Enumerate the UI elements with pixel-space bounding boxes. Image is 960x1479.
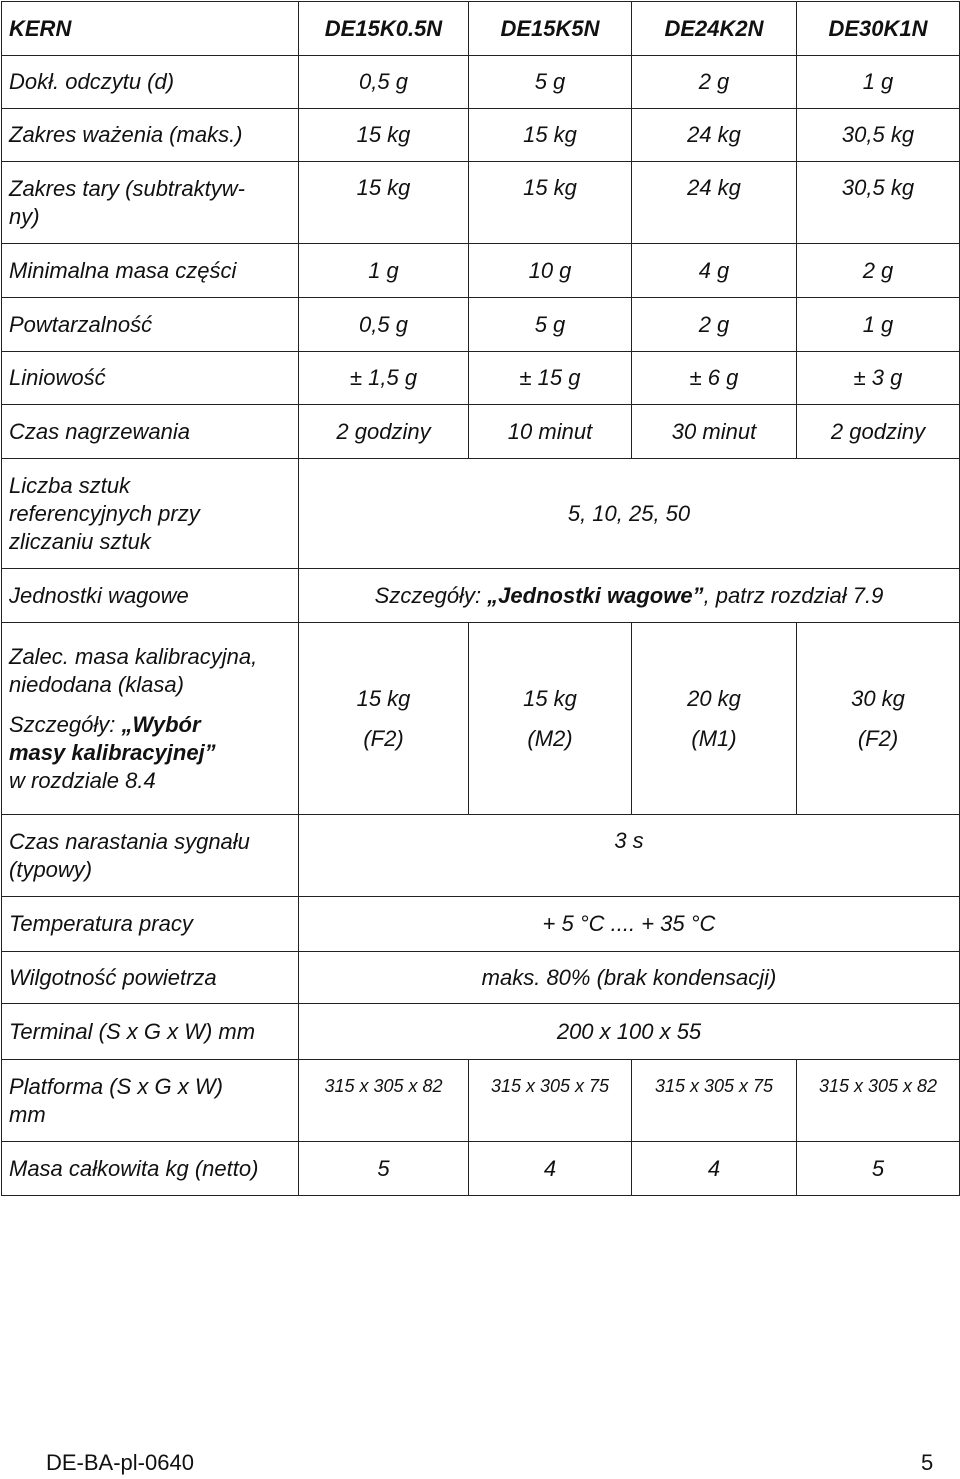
row-label: [2, 459, 299, 569]
cell: 315 x 305 x 75: [632, 1060, 797, 1142]
cell: 5 g: [469, 56, 632, 109]
row-label: Temperatura pracy: [2, 897, 299, 952]
label-line: zliczaniu sztuk: [9, 528, 151, 554]
row-label: Czas nagrzewania: [2, 405, 299, 459]
weight: 15 kg: [356, 685, 411, 711]
weight: 15 kg: [523, 685, 577, 711]
cell: maks. 80% (brak kondensacji): [299, 952, 960, 1004]
label-line: Liczba sztuk: [9, 472, 131, 498]
cell: [632, 623, 797, 815]
detail-suffix: , patrz rozdział 7.9: [703, 582, 884, 608]
calibration-row: [2, 623, 960, 815]
cell: ± 6 g: [632, 352, 797, 405]
warmup-row: [2, 405, 960, 459]
detail-reference: masy kalibracyjnej”: [9, 739, 216, 765]
cell: 30,5 kg: [797, 162, 960, 244]
readability-row: [2, 56, 960, 109]
temperature-row: [2, 897, 960, 952]
detail-reference: „Jednostki wagowe”: [487, 582, 704, 608]
cell: 24 kg: [632, 109, 797, 162]
class: (M2): [527, 725, 573, 751]
label-line: Zalec. masa kalibracyjna,: [9, 643, 258, 669]
linearity-row: [2, 352, 960, 405]
cell: 315 x 305 x 82: [299, 1060, 469, 1142]
row-label: [2, 623, 299, 815]
cell: 1 g: [299, 244, 469, 298]
cell: 10 minut: [469, 405, 632, 459]
cell: 15 kg: [299, 162, 469, 244]
cell: 0,5 g: [299, 298, 469, 352]
cell: 24 kg: [632, 162, 797, 244]
cell: ± 3 g: [797, 352, 960, 405]
cell: 1 g: [797, 298, 960, 352]
label-line: Platforma (S x G x W): [9, 1073, 223, 1099]
model-4: DE30K1N: [797, 2, 960, 56]
cell: 2 godziny: [299, 405, 469, 459]
detail-prefix: Szczegóły:: [374, 582, 488, 608]
tare-range-row: [2, 162, 960, 244]
label-line: Czas narastania sygnału: [9, 828, 250, 854]
rise-time-row: [2, 815, 960, 897]
detail-prefix: Szczegóły:: [9, 711, 122, 737]
net-weight-row: [2, 1142, 960, 1196]
cell: 30,5 kg: [797, 109, 960, 162]
detail-suffix: w rozdziale 8.4: [9, 767, 156, 793]
cell: 2 g: [632, 298, 797, 352]
platform-row: [2, 1060, 960, 1142]
row-label: [2, 162, 299, 244]
cell: 2 godziny: [797, 405, 960, 459]
cell: + 5 °C .... + 35 °C: [299, 897, 960, 952]
row-label: Zakres ważenia (maks.): [2, 109, 299, 162]
cell: 315 x 305 x 82: [797, 1060, 960, 1142]
cell: 15 kg: [469, 109, 632, 162]
header-row: [2, 2, 960, 56]
spacer: [9, 699, 298, 711]
label-line: referencyjnych przy: [9, 500, 200, 526]
cell: [299, 623, 469, 815]
model-3: DE24K2N: [632, 2, 797, 56]
cell: 5: [299, 1142, 469, 1196]
cell: 15 kg: [299, 109, 469, 162]
row-label: Powtarzalność: [2, 298, 299, 352]
row-label: Masa całkowita kg (netto): [2, 1142, 299, 1196]
weighing-range-row: [2, 109, 960, 162]
repeatability-row: [2, 298, 960, 352]
class: (F2): [857, 725, 899, 751]
cell: [469, 623, 632, 815]
units-row: [2, 569, 960, 623]
spec-table: [1, 1, 960, 1196]
cell: 10 g: [469, 244, 632, 298]
cell: 2 g: [797, 244, 960, 298]
cell: 4: [632, 1142, 797, 1196]
cell: [299, 569, 960, 623]
row-label: Minimalna masa części: [2, 244, 299, 298]
label-line: ny): [9, 203, 40, 229]
label-line: (typowy): [9, 856, 93, 882]
model-2: DE15K5N: [469, 2, 632, 56]
row-label: Dokł. odczytu (d): [2, 56, 299, 109]
cell: [797, 623, 960, 815]
min-part-weight-row: [2, 244, 960, 298]
class: (M1): [691, 725, 737, 751]
document-id: DE-BA-pl-0640: [46, 1450, 194, 1475]
class: (F2): [363, 725, 404, 751]
cell: 315 x 305 x 75: [469, 1060, 632, 1142]
weight: 30 kg: [851, 685, 905, 711]
cell: 4: [469, 1142, 632, 1196]
weight: 20 kg: [687, 685, 741, 711]
cell: 4 g: [632, 244, 797, 298]
row-label: Wilgotność powietrza: [2, 952, 299, 1004]
label-line: [9, 711, 298, 739]
cell: 15 kg: [469, 162, 632, 244]
header-label: KERN: [2, 2, 299, 56]
cell: 200 x 100 x 55: [299, 1004, 960, 1060]
label-line: Zakres tary (subtraktyw-: [9, 175, 245, 201]
detail-reference: „Wybór: [121, 711, 201, 737]
humidity-row: [2, 952, 960, 1004]
row-label: [2, 1060, 299, 1142]
cell: 30 minut: [632, 405, 797, 459]
cell: 2 g: [632, 56, 797, 109]
page-number: 5: [921, 1450, 934, 1475]
row-label: Jednostki wagowe: [2, 569, 299, 623]
cell: ± 1,5 g: [299, 352, 469, 405]
model-1: DE15K0.5N: [299, 2, 469, 56]
cell: 3 s: [299, 815, 960, 897]
label-line: niedodana (klasa): [9, 671, 184, 697]
cell: 1 g: [797, 56, 960, 109]
cell: 5: [797, 1142, 960, 1196]
row-label: [2, 815, 299, 897]
cell: ± 15 g: [469, 352, 632, 405]
row-label: Terminal (S x G x W) mm: [2, 1004, 299, 1060]
row-label: Liniowość: [2, 352, 299, 405]
label-line: mm: [9, 1101, 46, 1127]
reference-count-row: [2, 459, 960, 569]
terminal-row: [2, 1004, 960, 1060]
cell: 5, 10, 25, 50: [299, 459, 960, 569]
cell: 5 g: [469, 298, 632, 352]
cell: 0,5 g: [299, 56, 469, 109]
